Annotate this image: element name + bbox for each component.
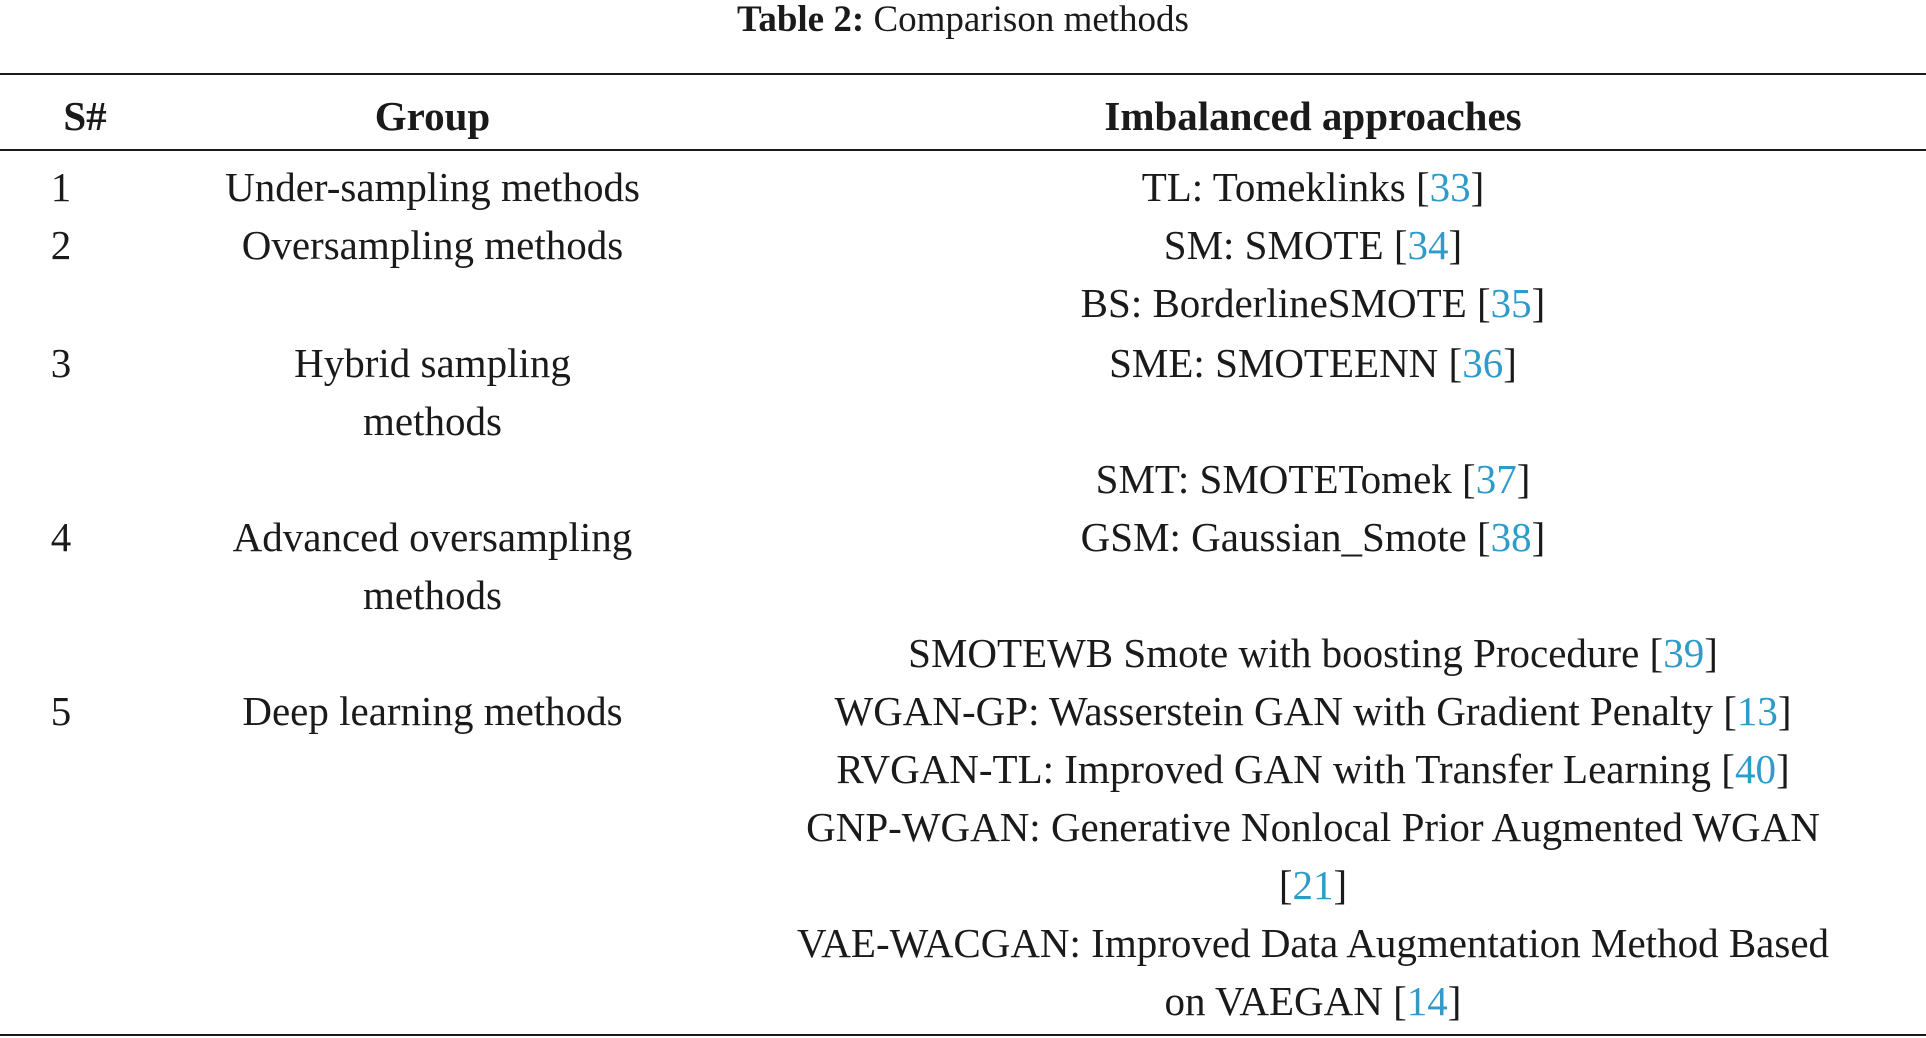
row-3-group-line-1: Hybrid sampling — [294, 340, 571, 386]
row-4-approach-1: GSM: Gaussian_Smote [38] — [1080, 514, 1546, 560]
citation-link[interactable]: 37 — [1475, 456, 1517, 502]
row-3-num: 3 — [50, 340, 72, 386]
row-2-group: Oversampling methods — [241, 222, 624, 268]
approach-text: on VAEGAN — [1164, 978, 1394, 1024]
row-4-approach-2: SMOTEWB Smote with boosting Procedure [39] — [908, 630, 1718, 676]
row-3-approach-2: SMT: SMOTETomek [37] — [1095, 456, 1531, 502]
row-4-num: 4 — [50, 514, 72, 560]
citation-link[interactable]: 34 — [1407, 222, 1449, 268]
row-1-group: Under-sampling methods — [225, 164, 640, 210]
row-5-approach-2: RVGAN-TL: Improved GAN with Transfer Learning [40] — [836, 746, 1790, 792]
citation-link[interactable]: 13 — [1736, 688, 1778, 734]
row-5-approach-4-line-1: VAE-WACGAN: Improved Data Augmentation Method Based — [796, 920, 1830, 966]
row-5-approach-3-line-1: GNP-WGAN: Generative Nonlocal Prior Augmented WGAN — [806, 804, 1820, 850]
approach-text: SM: SMOTE — [1163, 222, 1394, 268]
approach-text: SME: SMOTEENN — [1109, 340, 1449, 386]
row-5-approach-3-line-2: [21] — [1278, 862, 1348, 908]
table-caption — [0, 0, 1926, 44]
row-5-num: 5 — [50, 688, 72, 734]
approach-text: RVGAN-TL: Improved GAN with Transfer Learning — [836, 746, 1722, 792]
row-4-group-line-1: Advanced oversampling — [232, 514, 633, 560]
citation-link[interactable]: 14 — [1406, 978, 1448, 1024]
row-4-group-line-2: methods — [363, 572, 502, 618]
row-5-group: Deep learning methods — [242, 688, 623, 734]
citation-link[interactable]: 21 — [1292, 862, 1334, 908]
approach-text: WGAN-GP: Wasserstein GAN with Gradient Penalty — [834, 688, 1724, 734]
row-1-num: 1 — [50, 164, 72, 210]
row-5-approach-4-line-2: on VAEGAN [14] — [1164, 978, 1462, 1024]
citation-link[interactable]: 33 — [1429, 164, 1471, 210]
row-2-approach-2: BS: BorderlineSMOTE [35] — [1080, 280, 1546, 326]
row-3-approach-1: SME: SMOTEENN [36] — [1109, 340, 1517, 386]
approach-text: SMT: SMOTETomek — [1095, 456, 1463, 502]
citation-link[interactable]: 35 — [1490, 280, 1532, 326]
header-approaches: Imbalanced approaches — [1104, 93, 1522, 139]
approach-text: TL: Tomeklinks — [1141, 164, 1416, 210]
caption-text: Comparison methods — [873, 0, 1189, 40]
row-2-approach-1: SM: SMOTE [34] — [1163, 222, 1463, 268]
citation-link[interactable]: 39 — [1663, 630, 1705, 676]
bottom-rule — [0, 1034, 1926, 1036]
citation-link[interactable]: 40 — [1734, 746, 1776, 792]
approach-text: BS: BorderlineSMOTE — [1080, 280, 1477, 326]
row-2-num: 2 — [50, 222, 72, 268]
header-group: Group — [374, 93, 491, 139]
approach-text: SMOTEWB Smote with boosting Procedure — [908, 630, 1650, 676]
row-5-approach-1: WGAN-GP: Wasserstein GAN with Gradient Penalty [13] — [834, 688, 1792, 734]
row-1-approach-1: TL: Tomeklinks [33] — [1141, 164, 1485, 210]
header-rule — [0, 149, 1926, 151]
header-snum: S# — [63, 93, 107, 139]
approach-text: GSM: Gaussian_Smote — [1080, 514, 1478, 560]
top-rule — [0, 73, 1926, 75]
row-3-group-line-2: methods — [363, 398, 502, 444]
citation-link[interactable]: 38 — [1490, 514, 1532, 560]
caption-label: Table 2: — [737, 0, 865, 40]
citation-link[interactable]: 36 — [1462, 340, 1504, 386]
